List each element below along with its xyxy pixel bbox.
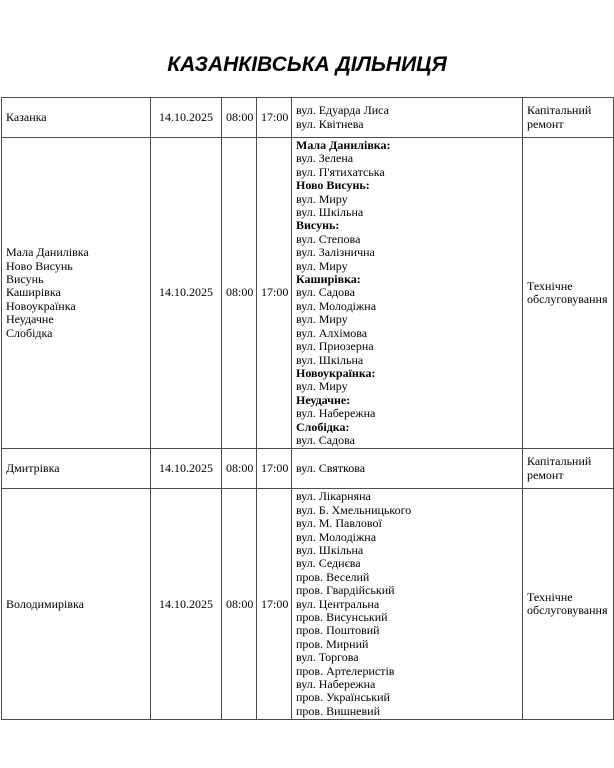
street-name: пров. Веселий [296, 569, 370, 584]
cell-streets [292, 138, 523, 449]
settlement-heading: Висунь: [296, 218, 340, 233]
location-name: Дмитрівка [6, 461, 60, 476]
street-name: вул. Миру [296, 379, 348, 394]
street-name: пров. Артелеристів [296, 663, 395, 678]
settlement-heading: Каширівка: [296, 272, 361, 287]
street-name: вул. Молодіжна [296, 298, 377, 313]
street-name: вул. Приозерна [296, 339, 374, 354]
street-name: вул. Квітнева [296, 116, 364, 131]
location-name: Новоукраїнка [6, 298, 76, 313]
cell-work-type: Технічне обслуговування [523, 138, 614, 449]
outage-table-body [2, 98, 614, 720]
table-row [2, 449, 614, 489]
street-name: вул. Алхімова [296, 325, 368, 340]
location-name: Неудачне [6, 312, 54, 327]
cell-date: 14.10.2025 [151, 98, 222, 138]
cell-locations [2, 138, 151, 449]
cell-locations [2, 489, 151, 720]
cell-start-time: 08:00 [222, 489, 257, 720]
street-name: вул. Б. Хмельницького [296, 502, 412, 517]
cell-end-time: 17:00 [257, 98, 292, 138]
street-name: вул. Центральна [296, 596, 380, 611]
street-name: вул. М. Павлової [296, 516, 382, 531]
location-name: Володимирівка [6, 596, 85, 611]
street-name: вул. Шкільна [296, 205, 364, 220]
street-name: вул. Степова [296, 231, 361, 246]
street-name: вул. Шкільна [296, 542, 364, 557]
location-name: Казанка [6, 109, 47, 124]
cell-locations [2, 98, 151, 138]
cell-end-time: 17:00 [257, 449, 292, 489]
table-row [2, 138, 614, 449]
street-name: вул. Торгова [296, 650, 359, 665]
cell-date: 14.10.2025 [151, 449, 222, 489]
street-name: вул. Садова [296, 432, 355, 447]
street-name: вул. Залізнична [296, 245, 375, 260]
cell-streets [292, 449, 523, 489]
street-name: вул. Молодіжна [296, 529, 377, 544]
street-name: вул. Лікарняна [296, 489, 371, 504]
cell-streets [292, 98, 523, 138]
page-title: КАЗАНКІВСЬКА ДІЛЬНИЦЯ [167, 53, 447, 76]
street-name: вул. Миру [296, 191, 348, 206]
street-name: вул. П'ятихатська [296, 164, 385, 179]
street-name: вул. Садова [296, 285, 355, 300]
street-name: вул. Набережна [296, 406, 376, 421]
settlement-heading: Слобідка: [296, 419, 350, 434]
cell-end-time: 17:00 [257, 138, 292, 449]
table-row [2, 489, 614, 720]
outage-schedule-table [1, 97, 614, 720]
location-name: Ново Висунь [6, 258, 73, 273]
street-name: вул. Набережна [296, 677, 376, 692]
street-name: пров. Висунський [296, 610, 388, 624]
cell-date: 14.10.2025 [151, 138, 222, 449]
table-row [2, 98, 614, 138]
settlement-heading: Новоукраїнка: [296, 365, 376, 380]
street-name: пров. Український [296, 690, 390, 705]
settlement-heading: Мала Данилівка: [296, 138, 391, 152]
settlement-heading: Неудачне: [296, 392, 351, 407]
street-name: вул. Зелена [296, 151, 354, 166]
cell-work-type: Капітальний ремонт [523, 98, 614, 138]
cell-work-type: Капітальний ремонт [523, 449, 614, 489]
settlement-heading: Ново Висунь: [296, 178, 370, 193]
street-name: пров. Вишневий [296, 703, 381, 718]
street-name: пров. Мирний [296, 636, 369, 651]
street-name: вул. Миру [296, 312, 348, 327]
location-name: Висунь [6, 272, 44, 287]
cell-end-time: 17:00 [257, 489, 292, 720]
cell-start-time: 08:00 [222, 98, 257, 138]
street-name: вул. Седнєва [296, 556, 361, 571]
location-name: Мала Данилівка [6, 245, 89, 260]
cell-streets [292, 489, 523, 720]
cell-date: 14.10.2025 [151, 489, 222, 720]
cell-locations [2, 449, 151, 489]
cell-start-time: 08:00 [222, 138, 257, 449]
street-name: вул. Шкільна [296, 352, 364, 367]
street-name: вул. Святкова [296, 461, 366, 476]
street-name: пров. Гвардійський [296, 583, 395, 598]
cell-work-type: Технічне обслуговування [523, 489, 614, 720]
cell-start-time: 08:00 [222, 449, 257, 489]
street-name: вул. Миру [296, 258, 348, 273]
street-name: пров. Поштовий [296, 623, 380, 638]
location-name: Каширівка [6, 285, 61, 300]
location-name: Слобідка [6, 325, 53, 340]
street-name: вул. Едуарда Лиса [296, 103, 389, 118]
